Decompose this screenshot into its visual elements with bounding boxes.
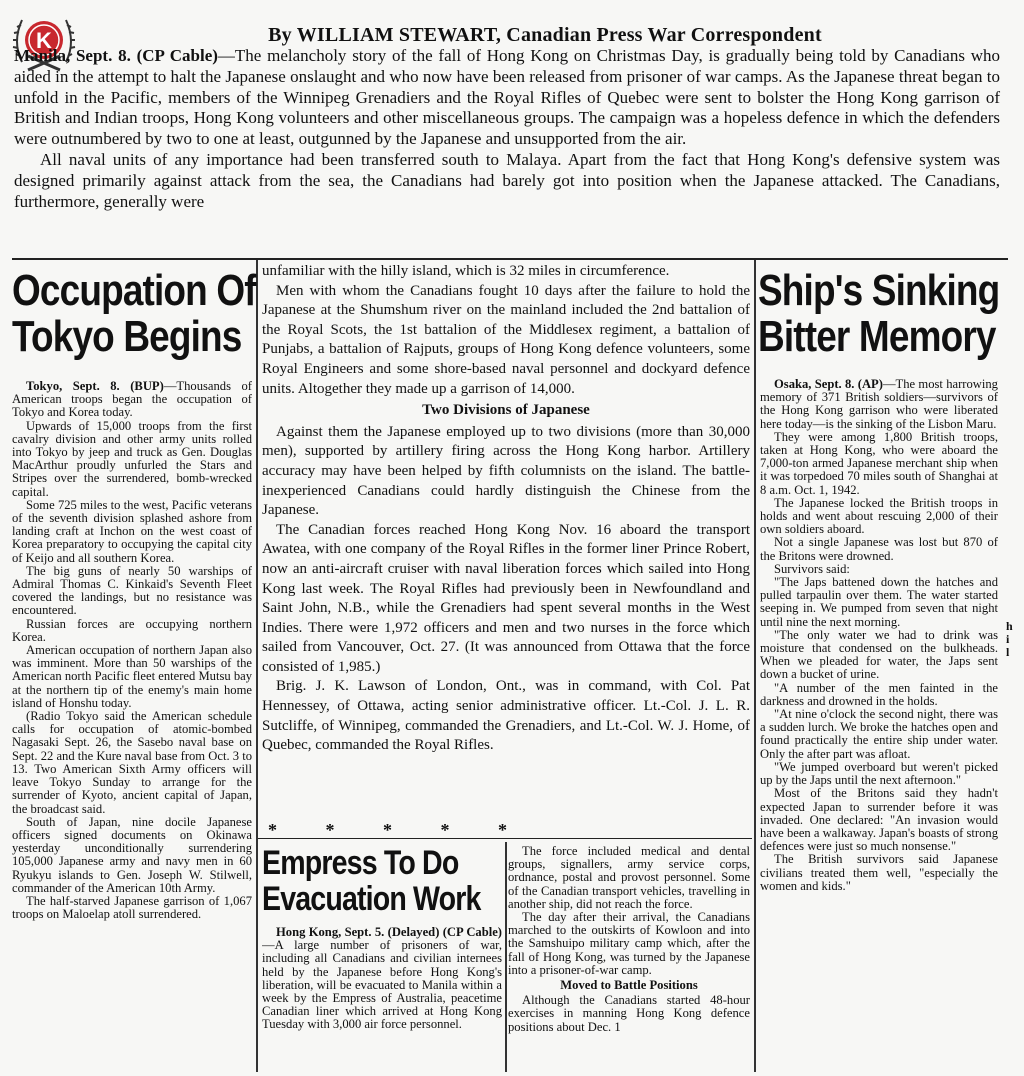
center-paragraph: Men with whom the Canadians fought 10 days after the failure to hold the Japanese at the Shumshum river on the mainland included the 2nd battalion of the Royal Scots, the 1st battalion of the Middlesex regiment, a battalion of Punjabs, a battalion of Rajputs, groups of Hong Kong defence volunteers, some Royal Engineers and some shore-based naval personnel and dockyard defence units. Altogether they made up a garrison of 14,000.	[262, 282, 750, 397]
subhead-two-divisions: Two Divisions of Japanese	[422, 402, 590, 419]
lead-paragraph-2: All naval units of any importance had been transferred south to Malaya. Apart from the fact that Hong Kong's defensive system was designed primarily against attack from the sea, the Canadians had barely got into position when the Japanese attacked. The Canadians, furthermore, generally were	[14, 149, 1000, 211]
left-column	[12, 380, 252, 1072]
right-paragraph: Survivors said:	[774, 561, 850, 576]
right-paragraph: "The Japs battened down the hatches and pulled tarpaulin over them. The water started seeping in. We pumped from seven that night until nine the next morning.	[760, 575, 998, 629]
empress-paragraph	[262, 926, 502, 1032]
left-paragraph: The half-starved Japanese garrison of 1,067 troops on Maloelap atoll surrendered.	[12, 893, 252, 922]
left-paragraph: Upwards of 15,000 troops from the first cavalry division and other army units rolled into Tokyo by jeep and truck as Gen. Douglas MacArthur proudly unfurled the Stars and Stripes over the surrendered, bomb-wrecked capital.	[12, 418, 252, 499]
right-paragraph: "The only water we had to drink was moisture that condensed on the bulkheads. When we pleaded for water, the Japs sent down a bucket of urine.	[760, 627, 998, 682]
empress-text: —A large number of prisoners of war, including all Canadians and civilian internees held by the Japanese before Hong Kong's liberation, will be evacuated to Manila within a week by the Empress of Australia, peacetime Canadian liner which arrived at Hong Kong Tuesday with 3,000 air force personnel.	[262, 938, 502, 1032]
left-dateline: Tokyo, Sept. 8. (BUP)	[26, 380, 164, 393]
left-paragraph: The big guns of nearly 50 warships of Admiral Thomas C. Kinkaid's Seventh Fleet covered the landings, but no resistance was encountered.	[12, 563, 252, 618]
center-continued-column	[508, 845, 750, 1072]
center-paragraph: The Canadian forces reached Hong Kong Nov. 16 aboard the transport Awatea, with one company of the Royal Rifles in the former liner Prince Robert, now an anti-aircraft cruiser with naval liberation forces which sailed into Hong Kong last week. The Royal Rifles had previously been in Newfoundland and Saint John, N.B., while the Grenadiers had spent several months in the West Indies. There were 1,972 officers and men and two nurses in the force which sailed from Vancouver, Oct. 27. (It was announced from Ottawa that the force consisted of 1,985.)	[262, 521, 750, 675]
empress-column	[262, 926, 502, 1072]
subhead-battle-positions: Moved to Battle Positions	[560, 978, 698, 993]
lead-dateline: Manila, Sept. 8. (CP Cable)	[14, 46, 218, 65]
empress-dateline: Hong Kong, Sept. 5. (Delayed) (CP Cable)	[276, 926, 502, 939]
center-paragraph: The day after their arrival, the Canadians marched to the outskirts of Kowloon and into the Samshuipo military camp which, after the fall of Hong Kong, was turned by the Japanese into a prisoner-of-war camp.	[508, 910, 750, 977]
byline: By WILLIAM STEWART, Canadian Press War Correspondent	[268, 24, 822, 46]
left-paragraph: (Radio Tokyo said the American schedule calls for occupation of atomic-bombed Nagasaki Sept. 26, the Sasebo naval base on Sept. 22 and the Kure naval base from Oct. 3 to 13. Two American Sixth Army officers will leave Tokyo Sunday to arrange for the surrender of Kyoto, ancient capital of Japan, the broadcast said.	[12, 709, 252, 816]
headline-ship-sinking: Ship's Sinking Bitter Memory	[758, 266, 1000, 362]
right-dateline: Osaka, Sept. 8. (AP)	[774, 378, 883, 391]
right-paragraph: "At nine o'clock the second night, there was a sudden lurch. We broke the hatches open and found practically the entire ship under water. Only the after part was afloat.	[760, 707, 998, 761]
right-paragraph: The Japanese locked the British troops in holds and went about rescuing 2,000 of their own soldiers aboard.	[760, 495, 998, 537]
left-paragraph: American occupation of northern Japan also was imminent. More than 50 warships of the American north Pacific fleet entered Mutsu bay at the northern tip of the enemy's main home island of Honshu today.	[12, 643, 252, 710]
column-rule-left	[256, 260, 258, 1072]
column-rule-right	[754, 260, 756, 1072]
right-paragraph: "We jumped overboard but weren't picked up by the Japs until the next afternoon."	[760, 759, 998, 788]
right-paragraph	[760, 378, 998, 431]
center-paragraph: Although the Canadians started 48-hour exercises in manning Hong Kong defence positions about Dec. 1	[508, 993, 750, 1034]
headline-empress: Empress To Do Evacuation Work	[262, 844, 481, 918]
lead-paragraph-1	[14, 46, 1000, 150]
right-paragraph: Not a single Japanese was lost but 870 of the Britons were drowned.	[760, 535, 998, 563]
right-paragraph: The British survivors said Japanese civilians treated them well, "especially the women and kids."	[760, 852, 998, 893]
right-paragraph: Most of the Britons said they hadn't expected Japan to surrender before it was invaded. One declared: "An invasion would have been a walkaway. Japan's boasts of strong defences were just so much nonsense."	[760, 786, 998, 854]
adjacent-column-fragment: h i l	[1006, 619, 1013, 659]
left-paragraph: Russian forces are occupying northern Korea.	[12, 616, 252, 644]
center-paragraph: Brig. J. K. Lawson of London, Ont., was in command, with Col. Pat Hennessey, of Ottawa, acting senior administrative officer. Lt.-Col. J. L. R. Sutcliffe, of Winnipeg, commanded the Grenadiers, and Lt.-Col. W. J. Home, of Quebec, commanded the Royal Rifles.	[262, 678, 750, 754]
right-paragraph: They were among 1,800 British troops, taken at Hong Kong, who were aboard the 7,000-ton armed Japanese merchant ship when it was torpedoed 70 miles south of Shanghai at 8 a.m. Oct. 1, 1942.	[760, 429, 998, 497]
left-paragraph: Some 725 miles to the west, Pacific veterans of the seventh division splashed ashore from landing craft at Inchon on the west coast of Korea preparatory to occupying the capital city of Keijo and all southern Korea.	[12, 497, 252, 565]
lead-text-1: —The melancholy story of the fall of Hong Kong on Christmas Day, is gradually being told by Canadians who aided in the attempt to halt the Japanese onslaught and who now have been released from prisoner of war camps. As the Japanese threat began to unfold in the Pacific, members of the Winnipeg Grenadiers and the Royal Rifles of Quebec were sent to bolster the Hong Kong garrison of British and Indian troops, Hong Kong volunteers and other miscellaneous groups. The campaign was a hopeless defence in which the defenders were outnumbered by two to one at least, outgunned by the Japanese and unsupported from the air.	[14, 46, 1000, 149]
decorative-stars: * * * * *	[268, 820, 529, 840]
center-paragraph: The force included medical and dental groups, signallers, army service corps, ordnance, postal and provost personnel. Some of the Canadian transport vehicles, travelling in another ship, did not reach the force.	[508, 845, 750, 911]
right-paragraph: "A number of the men fainted in the darkness and drowned in the holds.	[760, 680, 998, 708]
right-text-0: —The most harrowing memory of 371 British soldiers—survivors of the Hong Kong garrison who were liberated here today—is the sinking of the Lisbon Maru.	[760, 378, 998, 431]
center-paragraph: Against them the Japanese employed up to two divisions (more than 30,000 men), supported by artillery firing across the Hong Kong harbor. Artillery accuracy may have been helped by fifth columnists on the island. The battle-inexperienced Canadians could hardly distinguish the Chinese from the Japanese.	[262, 423, 750, 519]
top-divider	[12, 258, 1008, 260]
left-paragraph	[12, 380, 252, 420]
center-column	[262, 262, 750, 818]
lead-story	[14, 46, 1000, 212]
right-column	[760, 378, 998, 1072]
svg-text:K: K	[36, 28, 52, 53]
left-paragraph: South of Japan, nine docile Japanese officers signed documents on Okinawa yesterday unconditionally surrendering 105,000 Japanese army and navy men in 60 Ryukyu islands to Gen. Joseph W. Stilwell, commander of the American 10th Army.	[12, 814, 252, 895]
headline-occupation: Occupation Of Tokyo Begins	[12, 266, 256, 362]
left-text-0: —Thousands of American troops began the occupation of Tokyo and Korea today.	[12, 380, 252, 420]
center-paragraph: unfamiliar with the hilly island, which is 32 miles in circumference.	[262, 263, 670, 279]
